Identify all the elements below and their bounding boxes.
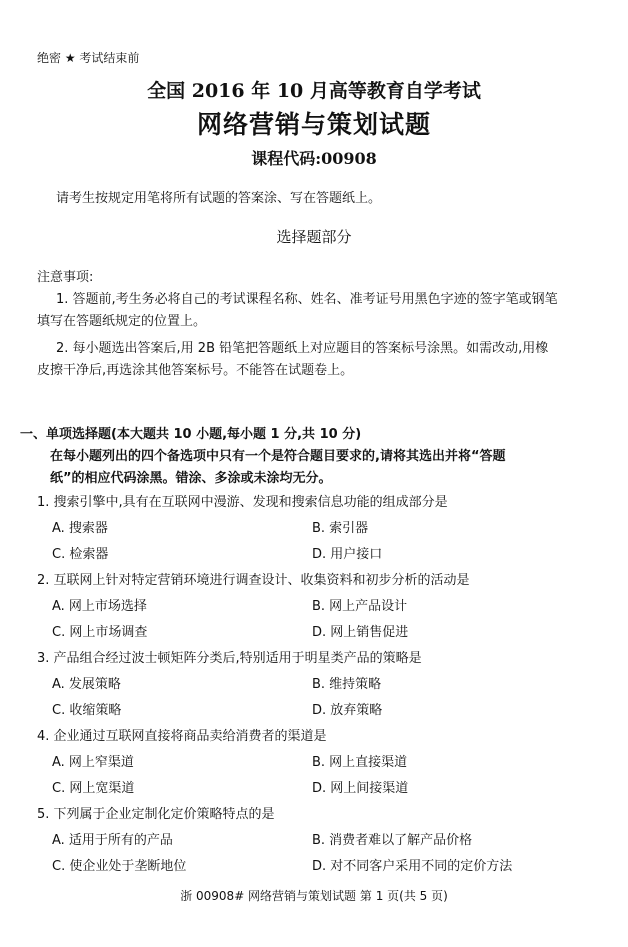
part-1-heading: 一、单项选择题(本大题共 10 小题,每小题 1 分,共 10 分) bbox=[20, 427, 362, 442]
page-footer: 浙 00908# 网络营销与策划试题 第 1 页(共 5 页) bbox=[180, 889, 448, 903]
question-3-option-b: B. 维持策略 bbox=[312, 677, 382, 692]
note-2-line-1: 2. 每小题选出答案后,用 2B 铅笔把答题纸上对应题目的答案标号涂黑。如需改动,用橡 bbox=[56, 341, 549, 356]
question-1-option-a: A. 搜索器 bbox=[52, 521, 108, 536]
question-4-option-c: C. 网上宽渠道 bbox=[52, 781, 135, 796]
question-3-stem: 3. 产品组合经过波士顿矩阵分类后,特别适用于明星类产品的策略是 bbox=[37, 651, 422, 666]
question-5-option-c: C. 使企业处于垄断地位 bbox=[52, 859, 187, 874]
question-2-option-d: D. 网上销售促进 bbox=[312, 625, 409, 640]
notes-heading: 注意事项: bbox=[37, 270, 94, 285]
question-2-option-c: C. 网上市场调查 bbox=[52, 625, 148, 640]
course-code: 课程代码:00908 bbox=[251, 149, 377, 168]
question-5-stem: 5. 下列属于企业定制化定价策略特点的是 bbox=[37, 807, 275, 822]
section-title: 选择题部分 bbox=[276, 228, 352, 246]
paper-title: 网络营销与策划试题 bbox=[196, 110, 431, 139]
part-1-desc-line-1: 在每小题列出的四个备选项中只有一个是符合题目要求的,请将其选出并将“答题 bbox=[50, 449, 506, 464]
question-4-option-a: A. 网上窄渠道 bbox=[52, 755, 134, 770]
note-1-line-1: 1. 答题前,考生务必将自己的考试课程名称、姓名、准考证号用黑色字迹的签字笔或钢笔 bbox=[56, 292, 558, 307]
question-4-stem: 4. 企业通过互联网直接将商品卖给消费者的渠道是 bbox=[37, 729, 327, 744]
part-1-desc-line-2: 纸”的相应代码涂黑。错涂、多涂或未涂均无分。 bbox=[50, 471, 332, 486]
question-1-stem: 1. 搜索引擎中,具有在互联网中漫游、发现和搜索信息功能的组成部分是 bbox=[37, 495, 448, 510]
question-1-option-c: C. 检索器 bbox=[52, 547, 109, 562]
question-5-option-b: B. 消费者难以了解产品价格 bbox=[312, 833, 473, 848]
question-3-option-c: C. 收缩策略 bbox=[52, 703, 122, 718]
note-2-line-2: 皮擦干净后,再选涂其他答案标号。不能答在试题卷上。 bbox=[37, 363, 354, 378]
question-5-option-d: D. 对不同客户采用不同的定价方法 bbox=[312, 859, 513, 874]
question-2-option-b: B. 网上产品设计 bbox=[312, 599, 408, 614]
question-4-option-b: B. 网上直接渠道 bbox=[312, 755, 408, 770]
confidential-label: 绝密 ★ 考试结束前 bbox=[37, 51, 140, 65]
question-3-option-d: D. 放弃策略 bbox=[312, 703, 383, 718]
question-5-option-a: A. 适用于所有的产品 bbox=[52, 833, 173, 848]
question-2-stem: 2. 互联网上针对特定营销环境进行调查设计、收集资料和初步分析的活动是 bbox=[37, 573, 470, 588]
question-4-option-d: D. 网上间接渠道 bbox=[312, 781, 409, 796]
question-1-option-d: D. 用户接口 bbox=[312, 547, 383, 562]
question-2-option-a: A. 网上市场选择 bbox=[52, 599, 147, 614]
question-1-option-b: B. 索引器 bbox=[312, 521, 369, 536]
exam-title: 全国 2016 年 10 月高等教育自学考试 bbox=[147, 80, 481, 102]
note-1-line-2: 填写在答题纸规定的位置上。 bbox=[37, 314, 207, 329]
question-3-option-a: A. 发展策略 bbox=[52, 677, 121, 692]
answer-instruction: 请考生按规定用笔将所有试题的答案涂、写在答题纸上。 bbox=[56, 191, 382, 206]
